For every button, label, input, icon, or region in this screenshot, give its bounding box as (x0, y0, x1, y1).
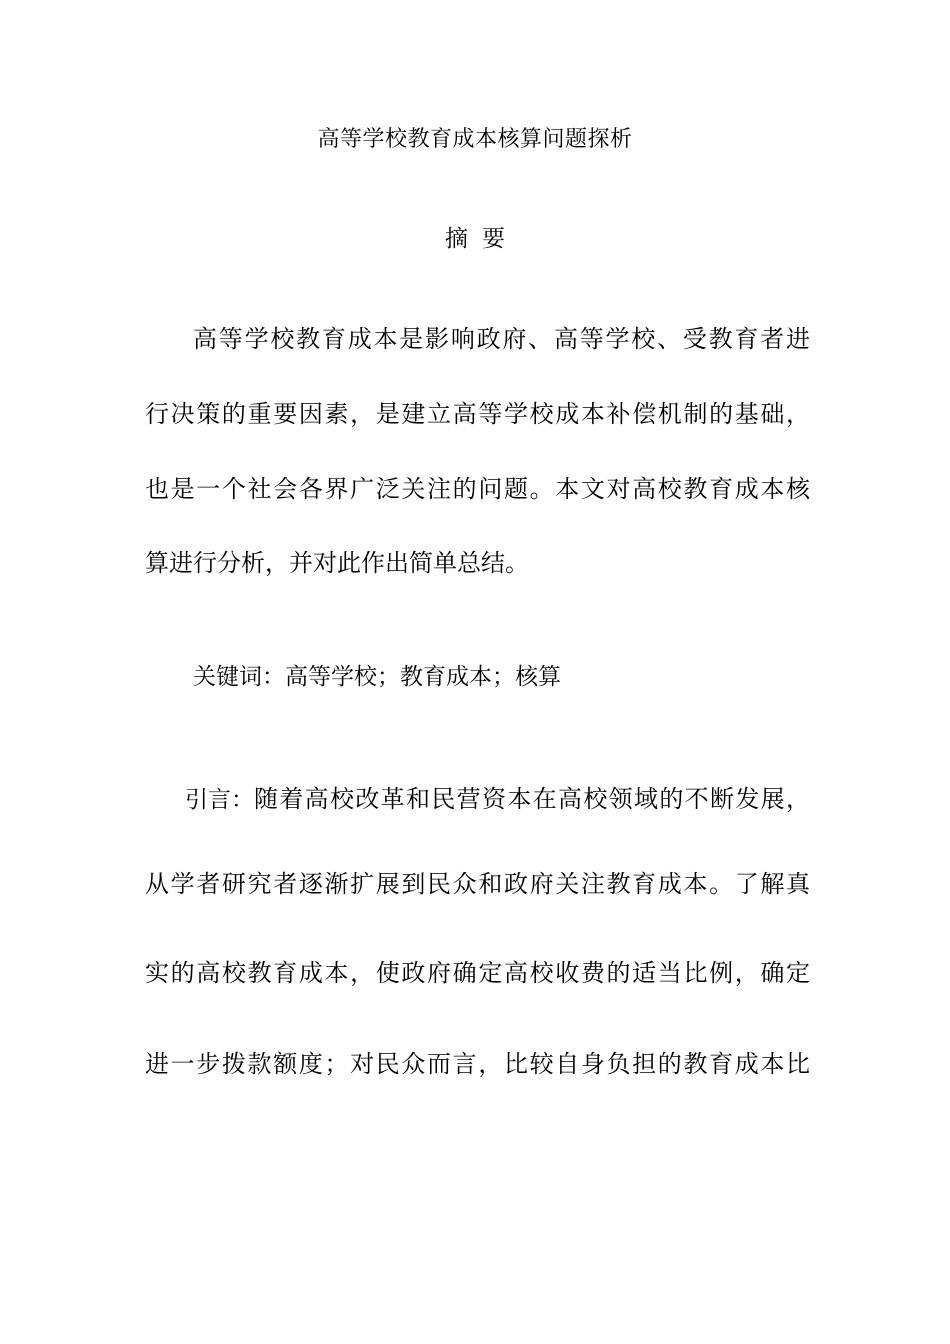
intro-text-line-2: 从学者研究者逐渐扩展到民众和政府关注教育成本。了解真 (145, 870, 810, 898)
abstract-heading: 摘要 (445, 226, 519, 252)
intro-text-line-3: 实的高校教育成本，使政府确定高校收费的适当比例，确定 (145, 959, 810, 987)
intro-label: 引言： (185, 787, 254, 813)
keywords: 关键词：高等学校；教育成本；核算 (193, 664, 561, 690)
intro-first-line (185, 782, 810, 817)
abstract-line-1: 高等学校教育成本是影响政府、高等学校、受教育者进 (193, 325, 810, 353)
intro-text-line-1: 随着高校改革和民营资本在高校领域的不断发展， (254, 785, 810, 813)
document-title: 高等学校教育成本核算问题探析 (317, 127, 633, 152)
abstract-line-2: 行决策的重要因素，是建立高等学校成本补偿机制的基础， (145, 400, 810, 428)
abstract-line-4: 算进行分析，并对此作出简单总结。 (145, 549, 529, 577)
abstract-line-3: 也是一个社会各界广泛关注的问题。本文对高校教育成本核 (145, 475, 810, 503)
intro-text-line-4: 进一步拨款额度；对民众而言，比较自身负担的教育成本比 (145, 1050, 810, 1078)
